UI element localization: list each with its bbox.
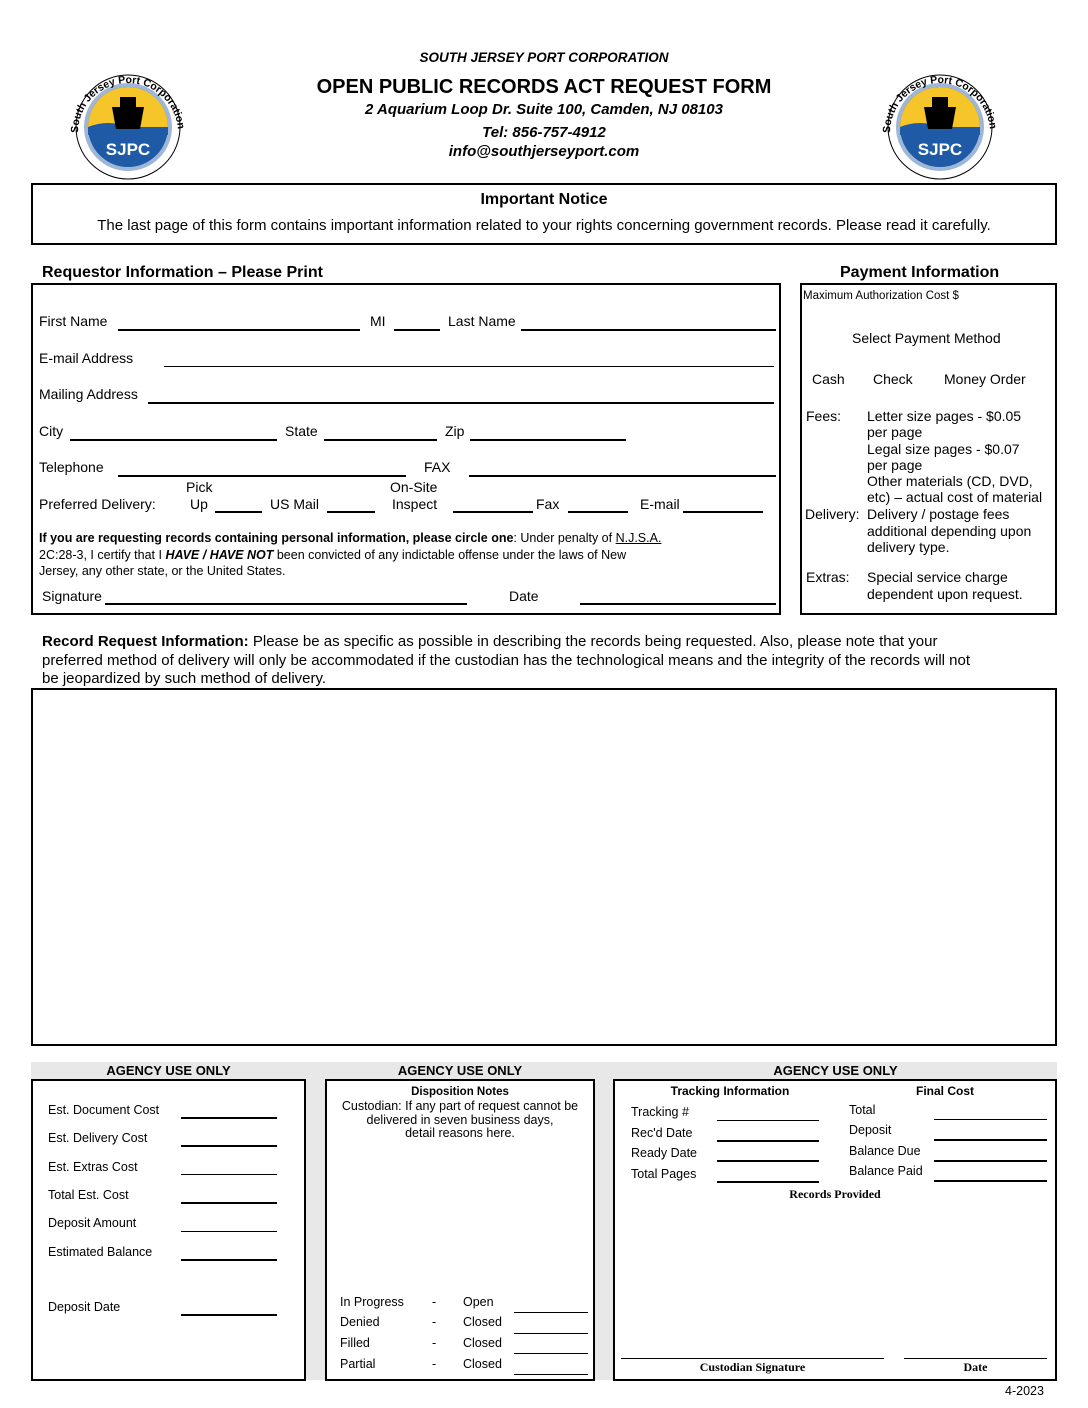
deposit-date-label: Deposit Date bbox=[48, 1300, 121, 1314]
have-option[interactable]: HAVE bbox=[165, 547, 200, 562]
payment-method-cash[interactable]: Cash bbox=[812, 371, 845, 387]
email-link[interactable]: info@southjerseyport.com bbox=[448, 143, 640, 160]
notice-title: Important Notice bbox=[480, 191, 608, 208]
fax-field[interactable] bbox=[469, 475, 776, 477]
org-name: SOUTH JERSEY PORT CORPORATION bbox=[419, 50, 669, 65]
svg-text:SJPC: SJPC bbox=[105, 140, 151, 159]
have-not-option[interactable]: HAVE NOT bbox=[209, 547, 274, 562]
address: 2 Aquarium Loop Dr. Suite 100, Camden, NJ 08103 bbox=[365, 101, 723, 118]
payment-method-check[interactable]: Check bbox=[873, 371, 913, 387]
custodian-date-field[interactable] bbox=[904, 1358, 1047, 1359]
fax-label: FAX bbox=[424, 459, 451, 475]
mi-field[interactable] bbox=[394, 329, 440, 331]
disposition-note: Custodian: If any part of request cannot be delivered in seven business days, detail reasons here. bbox=[341, 1099, 579, 1140]
balance-paid-field[interactable] bbox=[934, 1180, 1047, 1182]
total-pages-field[interactable] bbox=[717, 1181, 819, 1183]
payment-section-title: Payment Information bbox=[840, 264, 1000, 281]
mailing-address-field[interactable] bbox=[148, 402, 774, 404]
filled-field[interactable] bbox=[514, 1353, 588, 1354]
fax-delivery-option[interactable] bbox=[568, 511, 628, 513]
record-request-input[interactable] bbox=[39, 696, 1051, 1040]
status-in-progress: In Progress bbox=[340, 1295, 404, 1309]
first-name-label: First Name bbox=[39, 313, 108, 329]
est-document-cost-label: Est. Document Cost bbox=[48, 1103, 160, 1117]
last-name-label: Last Name bbox=[448, 313, 516, 329]
agency-header-3: AGENCY USE ONLY bbox=[773, 1063, 898, 1078]
mi-label: MI bbox=[370, 313, 386, 329]
recd-date-label: Rec'd Date bbox=[631, 1126, 693, 1140]
fees-details: Letter size pages - $0.05 per page Legal size pages - $0.07 per page Other materials (CD, DVD, etc) – actual cost of material bbox=[867, 408, 1043, 506]
final-total-label: Total bbox=[849, 1103, 876, 1117]
agency-header-1: AGENCY USE ONLY bbox=[106, 1063, 231, 1078]
est-extras-cost-field[interactable] bbox=[181, 1174, 277, 1175]
signature-field[interactable] bbox=[105, 603, 467, 605]
state-label: State bbox=[285, 423, 318, 439]
deposit-date-field[interactable] bbox=[181, 1314, 277, 1316]
email-delivery-label: E-mail bbox=[640, 496, 680, 512]
partial-field[interactable] bbox=[514, 1374, 588, 1375]
last-name-field[interactable] bbox=[521, 329, 776, 331]
estimated-balance-label: Estimated Balance bbox=[48, 1245, 153, 1259]
ready-date-label: Ready Date bbox=[631, 1146, 698, 1160]
delivery-fee-label: Delivery: bbox=[805, 506, 860, 522]
balance-due-field[interactable] bbox=[934, 1160, 1047, 1162]
tracking-number-field[interactable] bbox=[717, 1120, 819, 1121]
records-provided-area[interactable] bbox=[625, 1200, 1045, 1350]
fax-delivery-label: Fax bbox=[536, 496, 560, 512]
phone: Tel: 856-757-4912 bbox=[482, 124, 606, 141]
important-notice-box bbox=[31, 183, 1057, 245]
city-field[interactable] bbox=[70, 439, 277, 441]
city-label: City bbox=[39, 423, 64, 439]
record-request-instructions: Record Request Information: Please be as specific as possible in describing the records being requested. Also, please note that your preferred method of delivery will only be accommodated if the custodian has the technological means and the integrity of the records will not be jeopardized by such method of delivery. bbox=[42, 633, 971, 687]
form-title: OPEN PUBLIC RECORDS ACT REQUEST FORM bbox=[316, 76, 772, 98]
final-deposit-label: Deposit bbox=[849, 1123, 892, 1137]
pickup-label-bottom: Up bbox=[190, 496, 208, 512]
requestor-section-title: Requestor Information – Please Print bbox=[42, 264, 323, 281]
mailing-address-label: Mailing Address bbox=[39, 386, 138, 402]
notice-text: The last page of this form contains important information related to your rights concerning government records. Please read it carefully. bbox=[97, 217, 991, 234]
est-extras-cost-label: Est. Extras Cost bbox=[48, 1160, 138, 1174]
us-mail-label: US Mail bbox=[270, 496, 320, 512]
first-name-field[interactable] bbox=[118, 329, 360, 331]
recd-date-field[interactable] bbox=[717, 1140, 819, 1142]
record-request-box bbox=[31, 688, 1057, 1046]
agency-cost-box bbox=[31, 1079, 306, 1381]
records-provided-label: Records Provided bbox=[789, 1187, 881, 1201]
date-label: Date bbox=[509, 588, 539, 604]
zip-field[interactable] bbox=[470, 439, 626, 441]
date-field[interactable] bbox=[580, 603, 776, 605]
max-auth-cost-label: Maximum Authorization Cost $ bbox=[803, 290, 959, 302]
revision-date: 4-2023 bbox=[1005, 1384, 1044, 1398]
email-label: E-mail Address bbox=[39, 350, 134, 366]
state-field[interactable] bbox=[324, 439, 437, 441]
preferred-delivery-label: Preferred Delivery: bbox=[39, 496, 156, 512]
agency-header-2: AGENCY USE ONLY bbox=[397, 1063, 523, 1078]
balance-due-label: Balance Due bbox=[849, 1144, 921, 1158]
us-mail-option[interactable] bbox=[327, 511, 375, 513]
certification-lead: If you are requesting records containing personal information, please circle one bbox=[39, 531, 514, 545]
total-est-cost-field[interactable] bbox=[181, 1202, 277, 1204]
in-progress-field[interactable] bbox=[514, 1312, 588, 1313]
certification-text: If you are requesting records containing personal information, please circle one: Under penalty of N.J.S.A. 2C:28-3, I certify that I HAVE / HAVE NOT been convicted of any indictable offense under the laws of New Jersey, any other state, or the United States. bbox=[39, 531, 662, 578]
telephone-field[interactable] bbox=[118, 475, 406, 477]
select-payment-method-label: Select Payment Method bbox=[852, 330, 1001, 346]
email-delivery-option[interactable] bbox=[683, 511, 763, 513]
final-total-field[interactable] bbox=[934, 1119, 1047, 1120]
pickup-label-top: Pick bbox=[186, 479, 213, 495]
disposition-title: Disposition Notes bbox=[411, 1086, 509, 1098]
total-est-cost-label: Total Est. Cost bbox=[48, 1188, 129, 1202]
tracking-title: Tracking Information bbox=[670, 1084, 790, 1098]
fees-label: Fees: bbox=[806, 408, 842, 424]
total-pages-label: Total Pages bbox=[631, 1167, 697, 1181]
record-request-title: Record Request Information: bbox=[42, 633, 249, 650]
est-delivery-cost-field[interactable] bbox=[181, 1145, 277, 1147]
deposit-amount-field[interactable] bbox=[181, 1231, 277, 1232]
custodian-signature-label: Custodian Signature bbox=[699, 1360, 806, 1374]
email-field[interactable] bbox=[164, 366, 774, 367]
deposit-amount-label: Deposit Amount bbox=[48, 1216, 137, 1230]
onsite-label-bottom: Inspect bbox=[392, 496, 438, 512]
status-partial: Partial bbox=[340, 1357, 376, 1371]
custodian-signature-field[interactable] bbox=[621, 1358, 884, 1359]
telephone-label: Telephone bbox=[39, 459, 104, 475]
pickup-option[interactable] bbox=[215, 511, 262, 513]
svg-text:South Jersey Port Corporation: South Jersey Port Corporation bbox=[880, 73, 999, 134]
extras-details: Special service charge dependent upon request. bbox=[867, 569, 1023, 602]
statute-ref: N.J.S.A. bbox=[615, 531, 662, 545]
extras-label: Extras: bbox=[806, 569, 850, 585]
payment-method-money-order[interactable]: Money Order bbox=[944, 371, 1026, 387]
onsite-inspect-option[interactable] bbox=[453, 511, 533, 513]
tracking-number-label: Tracking # bbox=[631, 1105, 689, 1119]
denied-field[interactable] bbox=[514, 1333, 588, 1334]
ready-date-field[interactable] bbox=[717, 1160, 819, 1162]
balance-paid-label: Balance Paid bbox=[849, 1164, 923, 1178]
estimated-balance-field[interactable] bbox=[181, 1259, 277, 1261]
zip-label: Zip bbox=[445, 423, 465, 439]
signature-label: Signature bbox=[42, 588, 102, 604]
est-delivery-cost-label: Est. Delivery Cost bbox=[48, 1131, 148, 1145]
delivery-fee-details: Delivery / postage fees additional depending upon delivery type. bbox=[867, 506, 1032, 555]
final-deposit-field[interactable] bbox=[934, 1139, 1047, 1141]
svg-text:SJPC: SJPC bbox=[917, 140, 963, 159]
est-document-cost-field[interactable] bbox=[181, 1117, 277, 1119]
svg-text:South Jersey Port Corporation: South Jersey Port Corporation bbox=[68, 73, 187, 134]
status-filled: Filled bbox=[340, 1336, 370, 1350]
custodian-date-label: Date bbox=[963, 1360, 988, 1374]
status-denied: Denied bbox=[340, 1315, 380, 1329]
final-cost-title: Final Cost bbox=[915, 1084, 974, 1098]
onsite-label-top: On-Site bbox=[390, 479, 438, 495]
